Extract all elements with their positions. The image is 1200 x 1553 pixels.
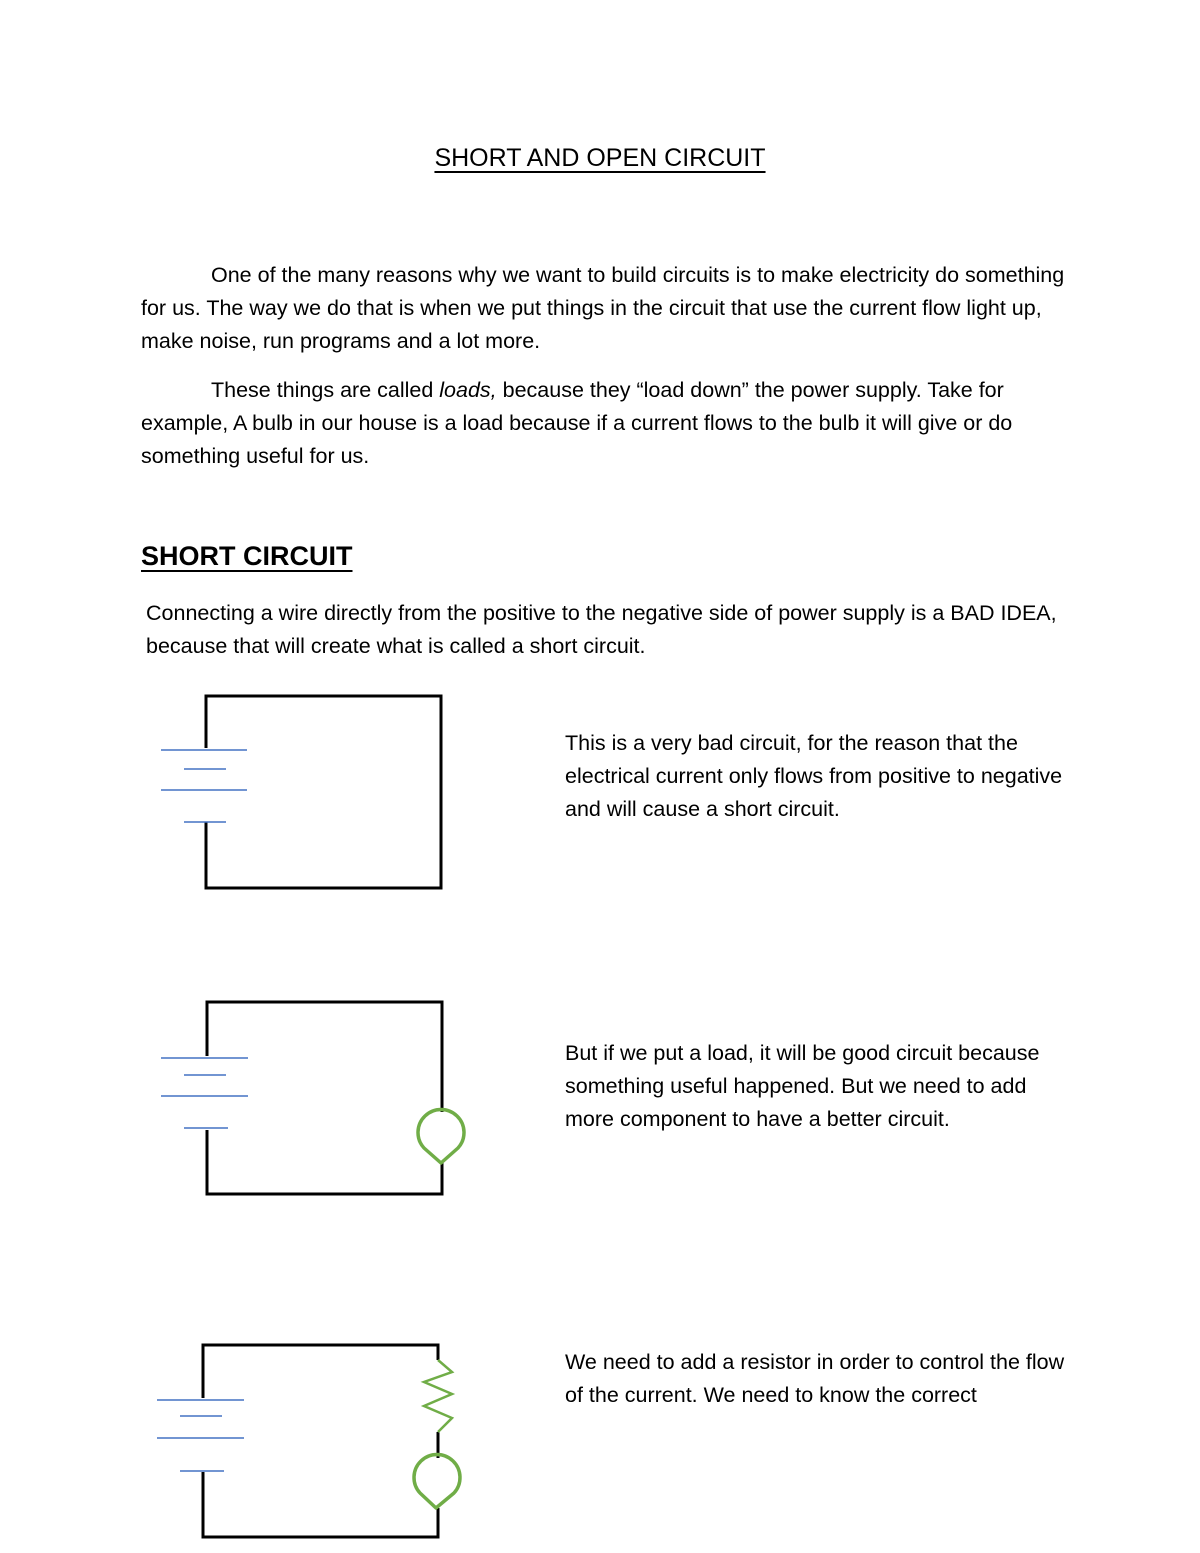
intro-paragraph-2-text-b: because they “load down” the power supply. Take for example, A bulb in our house is a load because if a current flows to the bulb it will give or do something useful for us. (141, 378, 1013, 468)
bulb-circuit-diagram (161, 1002, 464, 1194)
intro-paragraph-2-italic: loads, (439, 378, 497, 402)
circuit-1-battery (161, 750, 247, 822)
circuit-3-battery (157, 1400, 244, 1471)
circuit-2-bulb-icon (418, 1110, 464, 1163)
circuit-2-wire (207, 1002, 442, 1194)
circuit-3-bulb-icon (414, 1455, 460, 1508)
document-title: SHORT AND OPEN CIRCUIT (434, 144, 766, 172)
circuit-2-battery (161, 1058, 248, 1128)
intro-paragraph-2-text-a: These things are called (211, 378, 440, 402)
intro-paragraph-1-text: One of the many reasons why we want to build circuits is to make electricity do something for us. The way we do that is when we put things in the circuit that use the current flow light up, make noise, run programs and a lot more. (141, 263, 1065, 353)
circuit-3-wire (203, 1345, 438, 1537)
section-paragraph: Connecting a wire directly from the positive to the negative side of power supply is a BAD IDEA, because that will create what is called a short circuit. (146, 601, 1057, 658)
circuit-1-wire (206, 696, 441, 888)
diagram-2-caption: But if we put a load, it will be good circuit because something useful happened. But we need to add more component to have a better circuit. (565, 1041, 1040, 1131)
short-circuit-diagram (161, 696, 441, 888)
section-heading-short-circuit: SHORT CIRCUIT (141, 541, 353, 571)
resistor-circuit-diagram (157, 1345, 460, 1537)
circuit-3-resistor-icon (424, 1360, 452, 1432)
diagram-1-caption: This is a very bad circuit, for the reason that the electrical current only flows from positive to negative and will cause a short circuit. (565, 731, 1063, 821)
diagram-3-caption: We need to add a resistor in order to control the flow of the current. We need to know the correct (565, 1350, 1065, 1407)
